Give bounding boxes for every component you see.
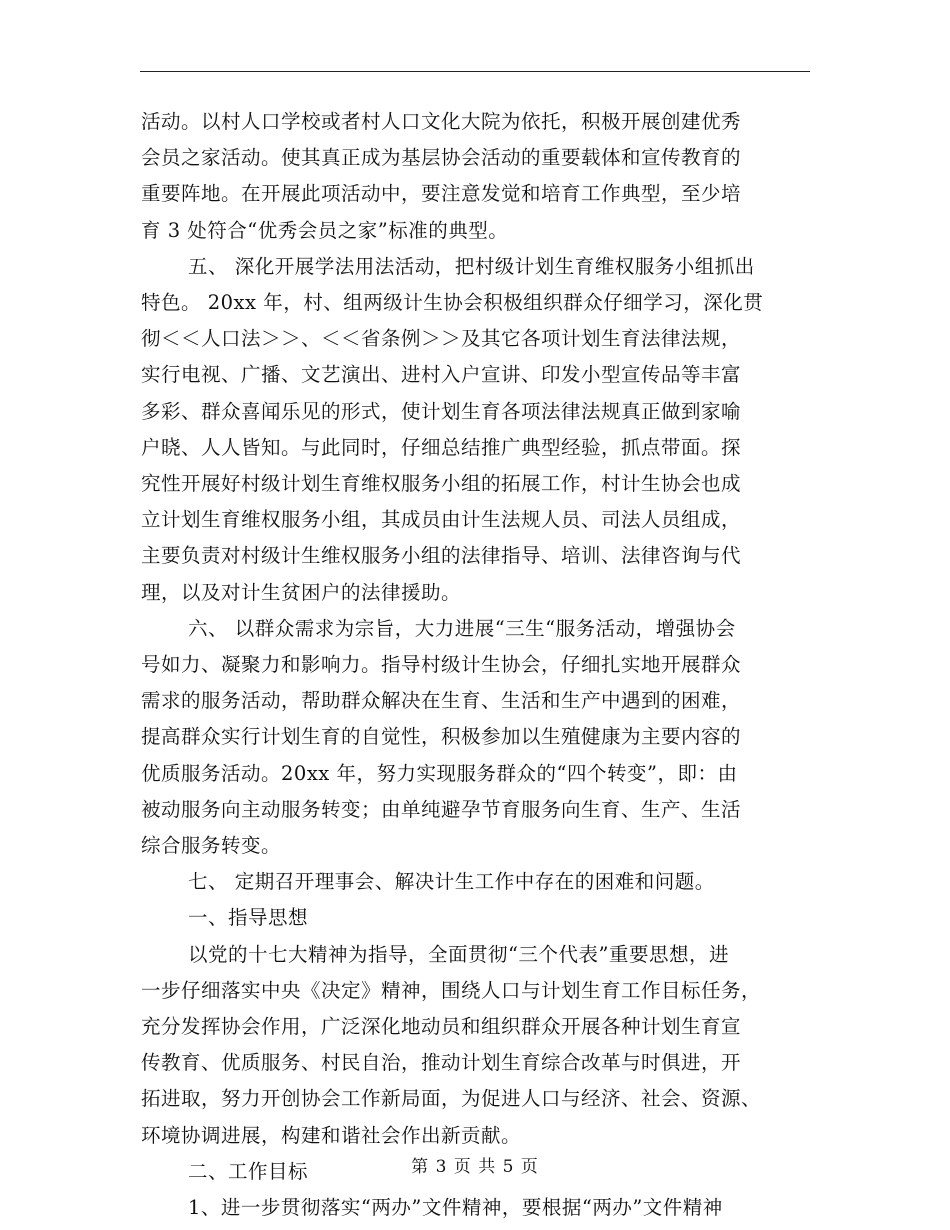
text-line: 重要阵地。在开展此项活动中，要注意发觉和培育工作典型，至少培 [141,182,742,206]
text-line: 一、指导思想 [188,906,309,930]
text-line: 特色。 20xx 年，村、组两级计生协会积极组织群众仔细学习，深化贯 [141,291,764,314]
text-line: 充分发挥协会作用，广泛深化地动员和组织群众开展各种计划生育宣 [141,1015,742,1038]
text-line: 1、进一步贯彻落实“两办”文件精神，要根据“两办”文件精神 [188,1196,723,1219]
text-line: 五、 深化开展学法用法活动，把村级计划生育维权服务小组抓出 [188,254,755,278]
text-line: 理，以及对计生贫困户的法律援助。 [141,580,462,604]
text-line: 多彩、群众喜闻乐见的形式，使计划生育各项法律法规真正做到家喻 [141,399,742,423]
text-line: 立计划生育维权服务小组，其成员由计生法规人员、司法人员组成， [141,508,742,532]
text-line: 七、 定期召开理事会、解决计生工作中存在的困难和问题。 [188,870,715,894]
text-line: 环境协调进展，构建和谐社会作出新贡献。 [141,1123,522,1147]
text-line: 被动服务向主动服务转变；由单纯避孕节育服务向生育、生产、生活 [141,797,742,821]
text-line: 综合服务转变。 [141,834,282,857]
text-line: 需求的服务活动，帮助群众解决在生育、生活和生产中遇到的困难， [141,689,742,713]
text-line: 二、工作目标 [188,1159,309,1183]
text-line: 六、 以群众需求为宗旨，大力进展“三生“服务活动，增强协会 [188,616,736,640]
text-line: 活动。以村人口学校或者村人口文化大院为依托，积极开展创建优秀 [141,110,742,133]
header-rule [140,71,810,72]
text-line: 育 3 处符合“优秀会员之家”标准的典型。 [141,218,509,242]
text-line: 拓进取，努力开创协会工作新局面，为促进人口与经济、社会、资源、 [141,1087,762,1111]
text-line: 优质服务活动。20xx 年，努力实现服务群众的“四个转变”，即：由 [141,761,738,785]
text-line: 会员之家活动。使其真正成为基层协会活动的重要载体和宣传教育的 [141,146,742,170]
text-line: 户晓、人人皆知。与此同时，仔细总结推广典型经验，抓点带面。探 [141,435,742,459]
text-line: 一步仔细落实中央《决定》精神，围绕人口与计划生育工作目标任务， [141,978,762,1002]
text-line: 实行电视、广播、文艺演出、进村入户宣讲、印发小型宣传品等丰富 [141,363,742,387]
page-footer: 第 3 页 共 5 页 [411,1157,539,1177]
text-line: 究性开展好村级计划生育维权服务小组的拓展工作，村计生协会也成 [141,472,742,495]
text-line: 传教育、优质服务、村民自治，推动计划生育综合改革与时俱进，开 [141,1051,742,1075]
text-line: 主要负责对村级计生维权服务小组的法律指导、培训、法律咨询与代 [141,544,742,568]
text-line: 彻＜＜人口法＞＞、＜＜省条例＞＞及其它各项计划生育法律法规， [141,327,742,351]
text-line: 以党的十七大精神为指导，全面贯彻“三个代表”重要思想，进 [188,942,729,966]
text-line: 号如力、凝聚力和影响力。指导村级计生协会，仔细扎实地开展群众 [141,653,742,676]
text-line: 提高群众实行计划生育的自觉性，积极参加以生殖健康为主要内容的 [141,725,742,749]
